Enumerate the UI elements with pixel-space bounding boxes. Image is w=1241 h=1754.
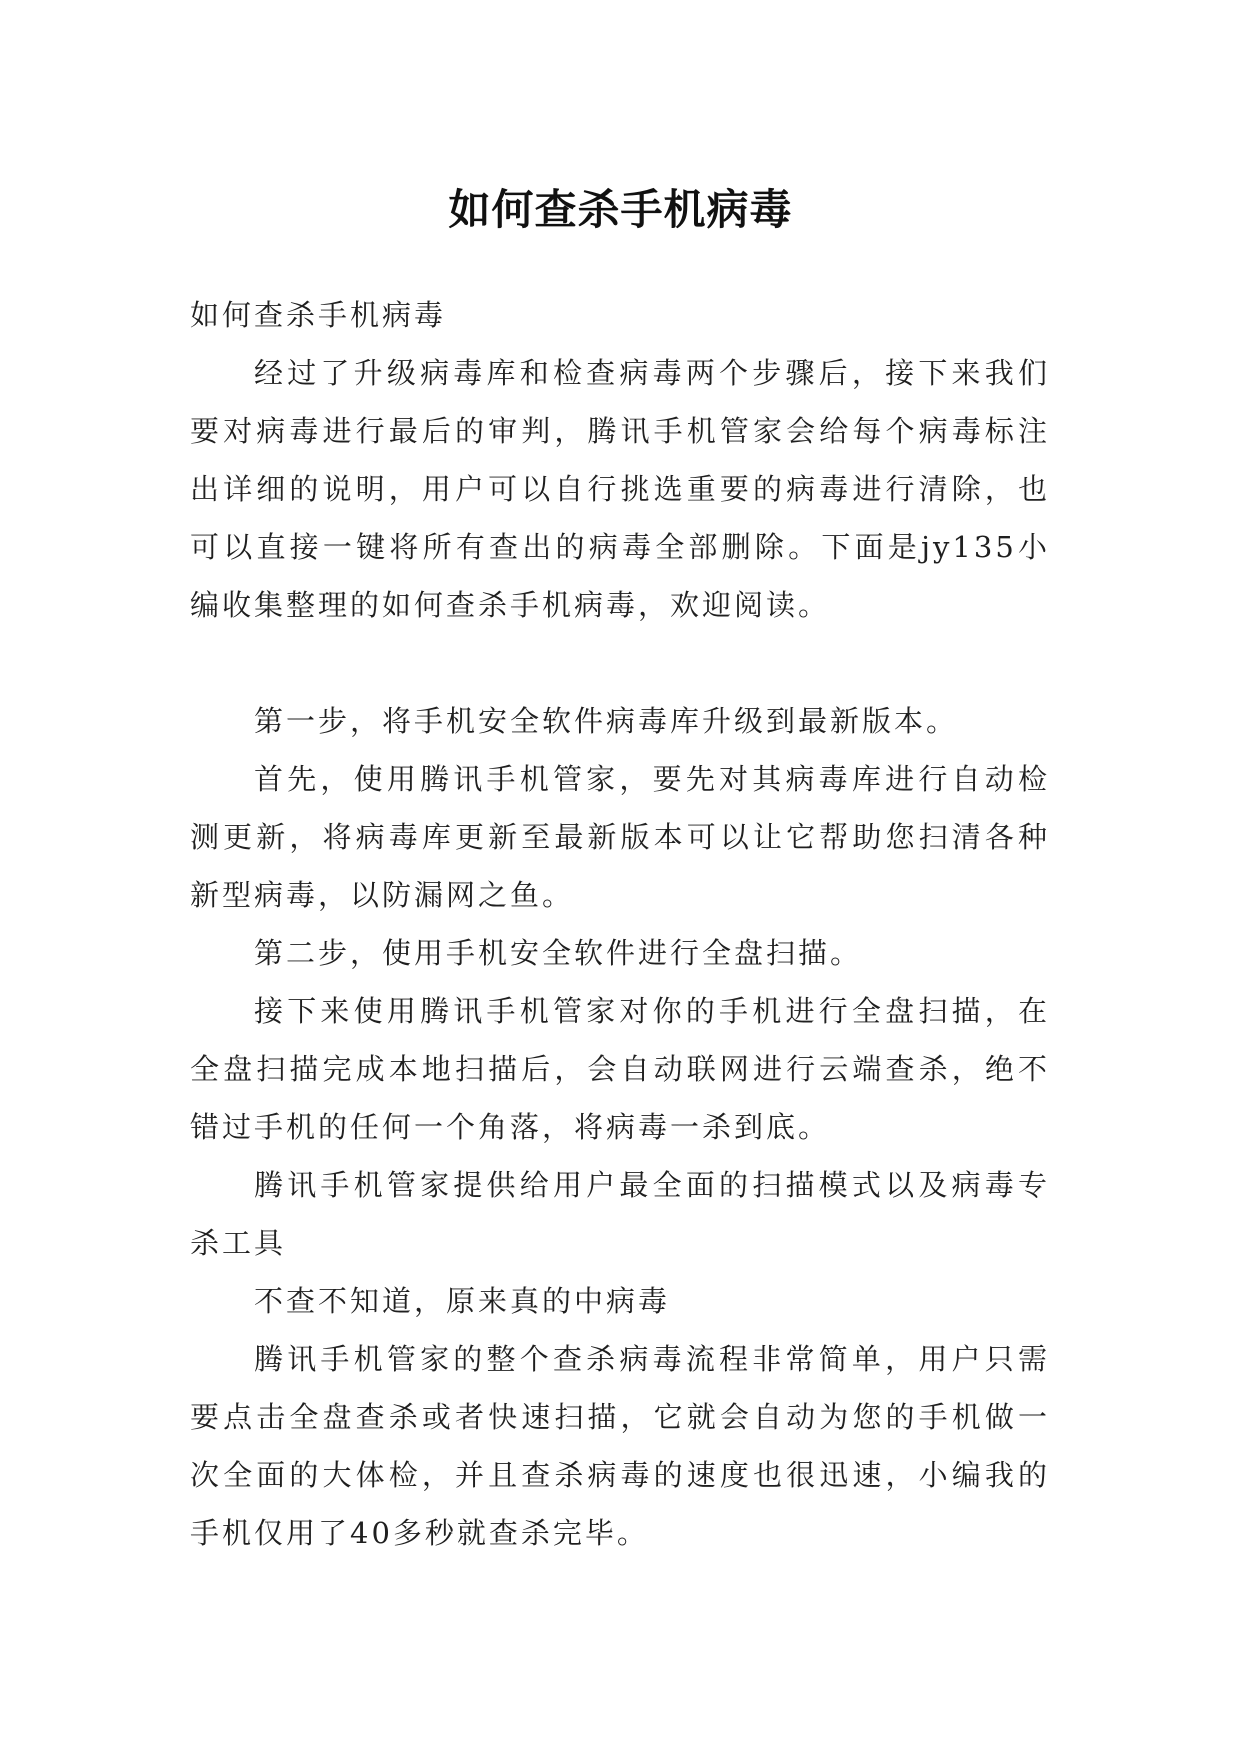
intro-paragraph: 经过了升级病毒库和检查病毒两个步骤后，接下来我们要对病毒进行最后的审判，腾讯手机管家会给每个病毒标注出详细的说明，用户可以自行挑选重要的病毒进行清除，也可以直接一键将所有查出的病毒全部删除。下面是jy135小编收集整理的如何查杀手机病毒，欢迎阅读。 bbox=[190, 356, 1050, 622]
step-two-heading: 第二步，使用手机安全软件进行全盘扫描。 bbox=[254, 936, 863, 970]
scan-modes-paragraph: 腾讯手机管家提供给用户最全面的扫描模式以及病毒专杀工具 bbox=[190, 1168, 1050, 1260]
document-body bbox=[190, 286, 1050, 1562]
subtitle-paragraph: 如何查杀手机病毒 bbox=[190, 298, 447, 332]
process-paragraph: 腾讯手机管家的整个查杀病毒流程非常简单，用户只需要点击全盘查杀或者快速扫描，它就会自动为您的手机做一次全面的大体检，并且查杀病毒的速度也很迅速，小编我的手机仅用了40多秒就查杀完毕。 bbox=[190, 1342, 1050, 1550]
step-one-paragraph: 首先，使用腾讯手机管家，要先对其病毒库进行自动检测更新，将病毒库更新至最新版本可以让它帮助您扫清各种新型病毒，以防漏网之鱼。 bbox=[190, 762, 1050, 912]
surprise-paragraph: 不查不知道，原来真的中病毒 bbox=[254, 1284, 671, 1318]
step-two-paragraph: 接下来使用腾讯手机管家对你的手机进行全盘扫描，在全盘扫描完成本地扫描后，会自动联网进行云端查杀，绝不错过手机的任何一个角落，将病毒一杀到底。 bbox=[190, 994, 1050, 1144]
step-one-heading: 第一步，将手机安全软件病毒库升级到最新版本。 bbox=[254, 704, 959, 738]
document-title: 如何查杀手机病毒 bbox=[448, 185, 793, 235]
